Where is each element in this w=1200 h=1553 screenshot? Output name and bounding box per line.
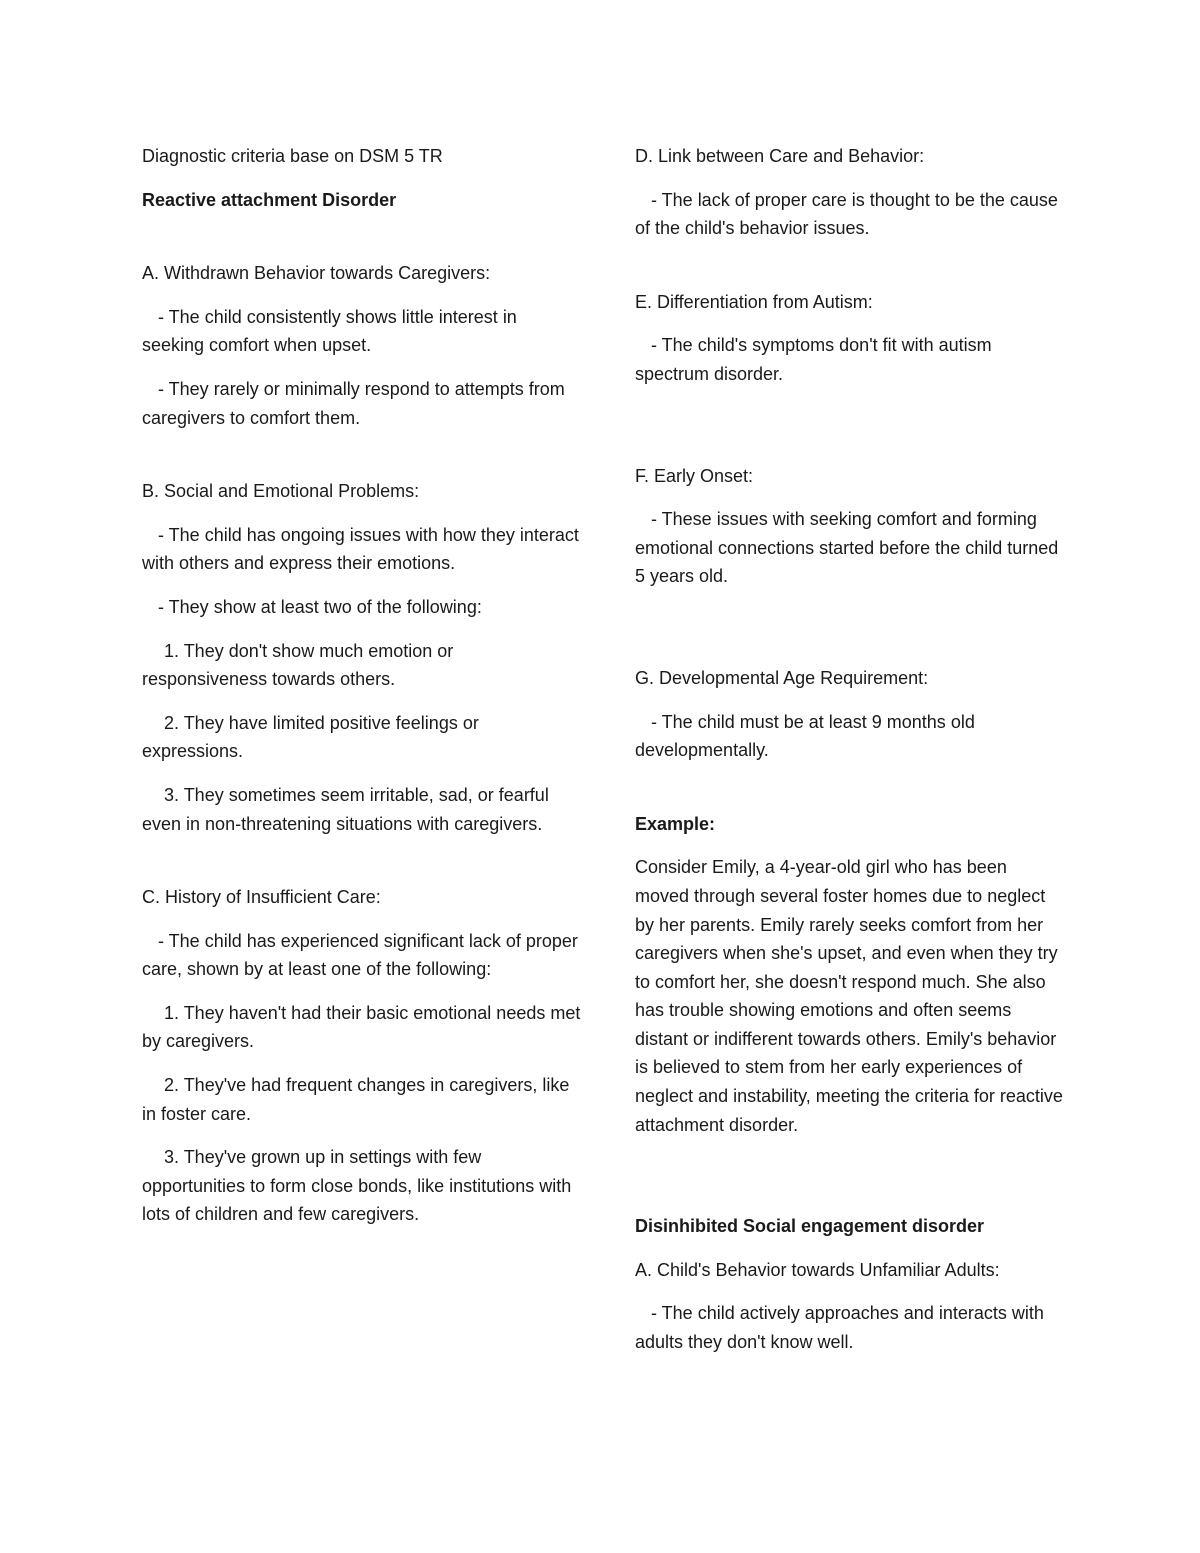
criterion-d-item-1: - The lack of proper care is thought to be the cause of the child's behavior issues. [635,189,1058,239]
criterion-b-sub-2: 2. They have limited positive feelings or expressions. [142,712,479,762]
criterion-g-item-1: - The child must be at least 9 months old developmentally. [635,711,975,761]
criterion-c-sub-2: 2. They've had frequent changes in caregivers, like in foster care. [142,1075,570,1124]
dsed-criterion-a-item-1: - The child actively approaches and interacts with adults they don't know well. [635,1303,1044,1353]
criterion-f-heading: F. Early Onset: [635,465,754,486]
criterion-a-heading: A. Withdrawn Behavior towards Caregivers: [142,263,491,284]
criterion-a-item-2: - They rarely or minimally respond to attempts from caregivers to comfort them. [142,378,565,428]
right-column [635,142,1065,1372]
criterion-b-heading: B. Social and Emotional Problems: [142,481,420,502]
dsed-criterion-a-heading: A. Child's Behavior towards Unfamiliar Adults: [635,1259,1000,1280]
criterion-d-heading: D. Link between Care and Behavior: [635,146,925,166]
criterion-c-sub-1: 1. They haven't had their basic emotional needs met by caregivers. [142,1002,581,1052]
criterion-g-heading: G. Developmental Age Requirement: [635,667,929,688]
example-text: Consider Emily, a 4-year-old girl who has been moved through several foster homes due to neglect by her parents. Emily rarely seeks comfort from her caregivers when she's upset, and even when they try to comfort her, she doesn't respond much. She also has trouble showing emotions and often seems distant or indifferent towards others. Emily's behavior is believed to stem from her early experiences of neglect and instability, meeting the criteria for reactive attachment disorder. [635,857,1063,1135]
document-title: Diagnostic criteria base on DSM 5 TR [142,146,443,166]
criterion-b-item-1: - The child has ongoing issues with how they interact with others and express their emotions. [142,524,579,574]
criterion-b-sub-3: 3. They sometimes seem irritable, sad, or fearful even in non-threatening situations with caregivers. [142,784,549,834]
criterion-a-item-1: - The child consistently shows little interest in seeking comfort when upset. [142,306,517,356]
criterion-b-sub-1: 1. They don't show much emotion or responsiveness towards others. [142,640,454,690]
criterion-f-item-1: - These issues with seeking comfort and forming emotional connections started before the child turned 5 years old. [635,509,1059,587]
criterion-e-heading: E. Differentiation from Autism: [635,291,873,312]
section-heading-rad: Reactive attachment Disorder [142,189,397,210]
section-heading-dsed: Disinhibited Social engagement disorder [635,1216,985,1237]
criterion-c-item-1: - The child has experienced significant lack of proper care, shown by at least one of the following: [142,930,578,980]
example-heading: Example: [635,813,716,834]
criterion-b-item-2: - They show at least two of the following: [158,596,482,617]
left-column [142,142,582,1244]
criterion-e-item-1: - The child's symptoms don't fit with autism spectrum disorder. [635,335,992,384]
criterion-c-heading: C. History of Insufficient Care: [142,887,381,908]
criterion-c-sub-3: 3. They've grown up in settings with few opportunities to form close bonds, like institutions with lots of children and few caregivers. [142,1147,572,1225]
